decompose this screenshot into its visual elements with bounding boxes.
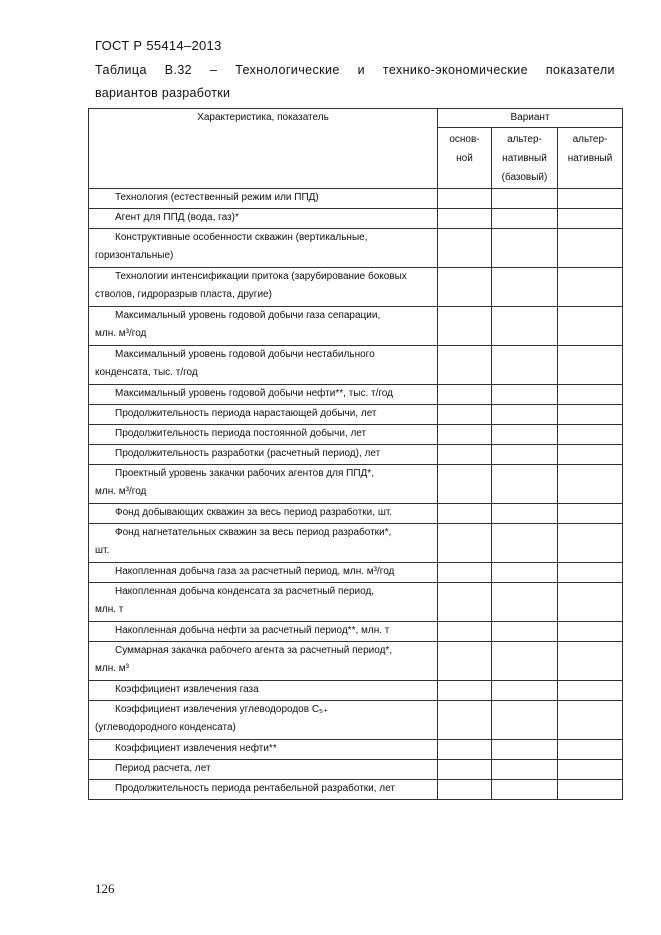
variant-value-cell [558,701,623,740]
table-caption-line1 [95,63,615,77]
variant-value-cell [492,425,558,445]
indicator-text: Фонд нагнетательных скважин за весь период разработки*, [115,527,392,538]
table-row [89,346,623,385]
variant-value-cell [492,189,558,209]
indicator-text: Суммарная закачка рабочего агента за расчетный период*, [115,645,393,656]
variant-value-cell [438,385,492,405]
caption-word: – [209,63,218,77]
document-code: ГОСТ Р 55414–2013 [95,38,222,53]
variant-value-cell [492,385,558,405]
variant-value-cell [492,740,558,760]
variant-value-cell [558,504,623,524]
indicator-text: Агент для ППД (вода, газ)* [115,212,239,223]
indicator-text: Максимальный уровень годовой добычи газа сепарации, [115,310,381,321]
variant-value-cell [438,583,492,622]
variant-value-cell [558,189,623,209]
indicator-cell [89,740,438,760]
variant-value-cell [492,504,558,524]
variant-value-cell [438,504,492,524]
indicator-text: Конструктивные особенности скважин (вертикальные, [115,232,368,243]
subheader-line: нативный [502,153,547,164]
subheader-line: альтер- [572,134,608,145]
variant-value-cell [438,405,492,425]
indicator-cell [89,583,438,622]
subheader-line: нативный [567,153,613,164]
header-characteristic: Характеристика, показатель [89,109,438,189]
variant-value-cell [558,740,623,760]
variant-value-cell [558,385,623,405]
variant-value-cell [438,465,492,504]
indicator-text: Коэффициент извлечения нефти** [115,743,277,754]
indicator-text-continued: (углеводородного конденсата) [95,722,236,733]
table-row [89,681,623,701]
table-row [89,209,623,229]
subheader-main [438,128,492,189]
table-row [89,760,623,780]
table-row [89,189,623,209]
variant-value-cell [558,209,623,229]
caption-word: и [357,63,366,77]
variant-value-cell [558,425,623,445]
indicator-text-continued: стволов, гидроразрыв пласта, другие) [95,289,272,300]
subheader-line: основ- [449,134,480,145]
table-row [89,268,623,307]
subheader-line: ной [456,153,473,164]
table-row [89,229,623,268]
variant-value-cell [438,307,492,346]
indicator-cell [89,524,438,563]
indicator-text: Технологии интенсификации притока (зарубирование боковых [115,271,407,282]
variant-value-cell [558,583,623,622]
variant-value-cell [558,681,623,701]
indicator-text-continued: горизонтальные) [95,250,174,261]
indicators-table [88,108,623,800]
indicator-text-continued: млн. м³ [95,663,129,674]
caption-word: В.32 [164,63,193,77]
indicator-cell [89,504,438,524]
variant-value-cell [492,465,558,504]
variant-value-cell [438,740,492,760]
indicator-text: Продолжительность периода постоянной добычи, лет [115,428,367,439]
variant-value-cell [438,189,492,209]
indicator-cell [89,209,438,229]
caption-word: Таблица [95,63,147,77]
indicator-text: Продолжительность периода рентабельной разработки, лет [115,783,395,794]
variant-value-cell [492,760,558,780]
indicator-cell [89,385,438,405]
table-row [89,425,623,445]
variant-value-cell [558,405,623,425]
variant-value-cell [438,229,492,268]
indicator-cell [89,268,438,307]
variant-value-cell [438,681,492,701]
indicator-text-continued: млн. м³/год [95,486,147,497]
table-row [89,563,623,583]
indicator-text: Накопленная добыча газа за расчетный период, млн. м³/год [115,566,395,577]
variant-value-cell [438,642,492,681]
table-row [89,583,623,622]
variant-value-cell [492,642,558,681]
variant-value-cell [492,445,558,465]
subheader-line: (базовый) [501,172,548,183]
indicator-text: Максимальный уровень годовой добычи нестабильного [115,349,375,360]
indicator-cell [89,465,438,504]
variant-value-cell [438,524,492,563]
variant-value-cell [492,209,558,229]
indicator-text: Фонд добывающих скважин за весь период разработки, шт. [115,507,393,518]
indicator-cell [89,622,438,642]
indicator-text: Максимальный уровень годовой добычи нефти**, тыс. т/год [115,388,393,399]
table-row [89,780,623,800]
variant-value-cell [438,701,492,740]
table-row [89,405,623,425]
indicator-cell [89,229,438,268]
indicator-text: Коэффициент извлечения газа [115,684,259,695]
variant-value-cell [492,346,558,385]
variant-value-cell [492,681,558,701]
table-row [89,701,623,740]
variant-value-cell [558,780,623,800]
indicator-text: Технология (естественный режим или ППД) [115,192,319,203]
indicator-cell [89,307,438,346]
variant-value-cell [438,209,492,229]
variant-value-cell [492,780,558,800]
table-row [89,642,623,681]
variant-value-cell [438,445,492,465]
indicator-cell [89,189,438,209]
indicator-cell [89,780,438,800]
indicator-text: Период расчета, лет [115,763,211,774]
subheader-alt [558,128,623,189]
table-row [89,740,623,760]
variant-value-cell [558,642,623,681]
variant-value-cell [558,760,623,780]
variant-value-cell [438,425,492,445]
indicator-cell [89,405,438,425]
variant-value-cell [492,701,558,740]
variant-value-cell [492,405,558,425]
variant-value-cell [558,445,623,465]
indicator-cell [89,681,438,701]
variant-value-cell [492,524,558,563]
variant-value-cell [492,268,558,307]
indicator-text: Накопленная добыча нефти за расчетный период**, млн. т [115,625,390,636]
indicator-text: Продолжительность периода нарастающей добычи, лет [115,408,377,419]
indicator-text-continued: млн. т [95,604,124,615]
table-row [89,385,623,405]
table-caption-line2: вариантов разработки [95,86,231,100]
indicator-cell [89,425,438,445]
caption-word: Технологические [235,63,340,77]
indicator-cell [89,701,438,740]
indicator-text: Проектный уровень закачки рабочих агентов для ППД*, [115,468,374,479]
indicator-text: Накопленная добыча конденсата за расчетный период, [115,586,375,597]
variant-value-cell [438,780,492,800]
header-variant: Вариант [438,109,623,128]
table-row [89,622,623,642]
variant-value-cell [438,563,492,583]
table-row [89,307,623,346]
indicator-text-continued: млн. м³/год [95,328,147,339]
variant-value-cell [438,268,492,307]
indicator-text-continued: шт. [95,545,110,556]
indicator-cell [89,642,438,681]
variant-value-cell [558,524,623,563]
caption-word: показатели [545,63,615,77]
indicator-cell [89,346,438,385]
indicator-text: Продолжительность разработки (расчетный период), лет [115,448,381,459]
indicator-text-continued: конденсата, тыс. т/год [95,367,198,378]
caption-word: технико-экономические [382,63,528,77]
indicator-cell [89,563,438,583]
table-row [89,524,623,563]
variant-value-cell [558,268,623,307]
indicator-cell [89,445,438,465]
variant-value-cell [558,307,623,346]
page-number: 126 [95,881,115,896]
table-row [89,445,623,465]
table-row [89,465,623,504]
subheader-line: альтер- [507,134,542,145]
variant-value-cell [492,563,558,583]
variant-value-cell [492,307,558,346]
variant-value-cell [438,346,492,385]
subheader-alt-base [492,128,558,189]
variant-value-cell [558,229,623,268]
variant-value-cell [438,760,492,780]
variant-value-cell [492,583,558,622]
variant-value-cell [492,622,558,642]
table-row [89,504,623,524]
indicator-text: Коэффициент извлечения углеводородов С₅₊ [115,704,329,715]
variant-value-cell [438,622,492,642]
variant-value-cell [558,346,623,385]
variant-value-cell [558,563,623,583]
variant-value-cell [558,465,623,504]
variant-value-cell [492,229,558,268]
variant-value-cell [558,622,623,642]
indicator-cell [89,760,438,780]
